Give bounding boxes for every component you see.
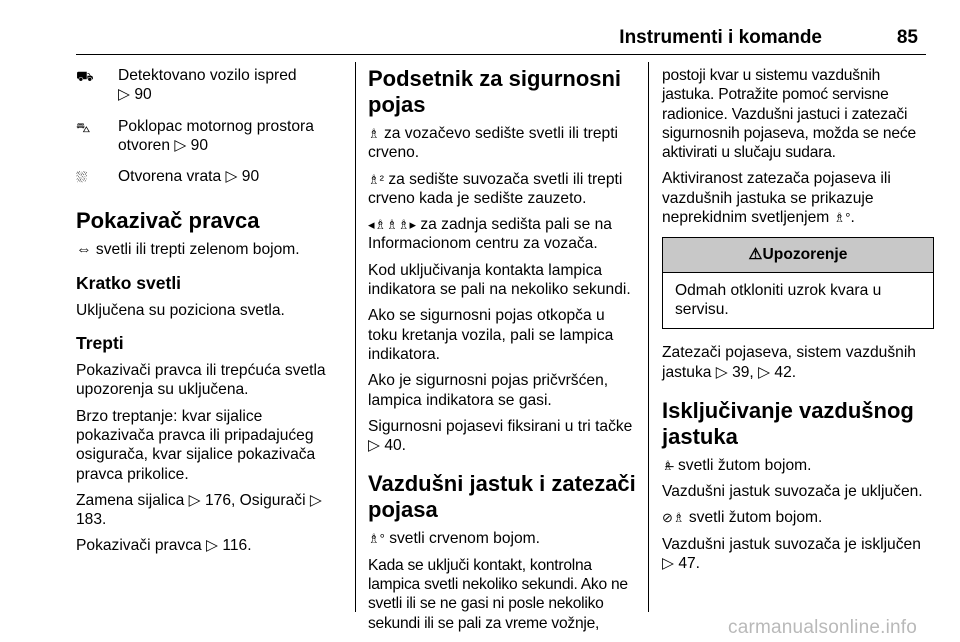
seatbelt-rear-icon: ◂♗♗♗▸ — [368, 217, 417, 233]
paragraph: Vazdušni jastuk suvozača je isključen ▷ 47. — [662, 535, 921, 573]
heading-airbag-off: Isključivanje vazdušnog jastuka — [662, 397, 914, 449]
column-1 — [76, 66, 344, 563]
heading-short: Kratko svetli — [76, 272, 182, 293]
paragraph: ♗ za vozačevo sedište svetli ili trepti crveno. — [368, 125, 618, 162]
paragraph: ⇔ svetli ili trepti zelenom bojom. — [76, 241, 300, 259]
warning-box — [662, 237, 934, 329]
paragraph: ◂♗♗♗▸ za zadnja sedišta pali se na Informacionom centru za vozača. — [368, 216, 612, 253]
paragraph: ♗² za sedište suvozača svetli ili trepti crveno kada je sedište zauzeto. — [368, 170, 623, 207]
column-divider — [648, 62, 649, 612]
seatbelt-passenger-icon: ♗² — [368, 171, 384, 187]
paragraph: Ako se sigurnosni pojas otkopča u toku kretanja vozila, pali se lampica indikatora. — [368, 307, 614, 363]
column-3 — [662, 66, 934, 580]
list-item: ⛍ Poklopac motornog prostora otvoren ▷ 90 — [76, 117, 314, 154]
paragraph: ♗̶ svetli žutom bojom. — [662, 456, 812, 474]
list-item: ⛟ Detektovano vozilo ispred ▷ 90 — [76, 67, 297, 104]
paragraph: Pokazivači pravca ili trepćuća svetla upozorenja su uključena. — [76, 362, 326, 399]
paragraph: Uključena su poziciona svetla. — [76, 301, 285, 319]
paragraph: Aktiviranost zatezača pojaseva ili vazdušnih jastuka se prikazuje neprekidnim svetljenjem ♗°. — [662, 170, 891, 227]
car-door-open-icon: ⛆ — [76, 169, 88, 186]
paragraph: postoji kvar u sistemu vazdušnih jastuka. Potražite pomoć servisne radionice. Vazdušni jastuci i zatezači sigurnosnih pojaseva, možda se neće aktivirati u slučaju sudara. — [662, 67, 916, 162]
list-item: ⛆ Otvorena vrata ▷ 90 — [76, 167, 344, 186]
paragraph: Brzo treptanje: kvar sijalice pokazivača pravca ili pripadajućeg osigurača, kvar sijalice pokazivača pravca prikolice. — [76, 407, 316, 483]
airbag-on-icon: ♗̶ — [662, 457, 674, 473]
turn-signal-icon: ⇔ — [76, 241, 92, 259]
heading-airbag: Vazdušni jastuk i zatezači pojasa — [368, 471, 636, 523]
paragraph: Ako je sigurnosni pojas pričvršćen, lampica indikatora se gasi. — [368, 372, 609, 409]
warning-header — [663, 238, 933, 272]
warning-title: Upozorenje — [762, 246, 848, 264]
paragraph: Kada se uključi kontakt, kontrolna lampica svetli nekoliko sekundi. Ako ne svetli ili se ne gasi ni posle nekoliko sekundi ili se pali za vreme vožnje, — [368, 556, 628, 632]
watermark: carmanualsonline.info — [728, 617, 918, 638]
airbag-icon: ♗° — [368, 531, 385, 547]
airbag-icon: ♗° — [833, 210, 851, 226]
warning-icon: ⚠ — [748, 246, 763, 264]
paragraph: Zamena sijalica ▷ 176, Osigurači ▷ 183. — [76, 491, 322, 529]
heading-turn-signal: Pokazivač pravca — [76, 208, 260, 234]
paragraph: Sigurnosni pojasevi fiksirani u tri tačke ▷ 40. — [368, 417, 633, 455]
seatbelt-icon: ♗ — [368, 126, 380, 141]
paragraph: Pokazivači pravca ▷ 116. — [76, 537, 252, 555]
paragraph: ♗° svetli crvenom bojom. — [368, 530, 540, 548]
page-header — [76, 24, 926, 55]
paragraph: Vazdušni jastuk suvozača je uključen. — [662, 483, 923, 501]
airbag-off-icon: ⊘♗ — [662, 510, 685, 526]
column-divider — [355, 62, 356, 612]
page-number: 85 — [896, 27, 918, 48]
paragraph: ⊘♗ svetli žutom bojom. — [662, 509, 823, 527]
heading-blink: Trepti — [76, 333, 124, 354]
page-title: Instrumenti i komande — [619, 27, 822, 48]
paragraph: Kod uključivanja kontakta lampica indikatora se pali na nekoliko sekundi. — [368, 261, 631, 299]
car-hood-open-icon: ⛍ — [76, 118, 91, 135]
column-2 — [368, 66, 636, 640]
heading-seatbelt: Podsetnik za sigurnosni pojas — [368, 66, 622, 117]
car-front-icon: ⛟ — [76, 68, 94, 84]
paragraph: Zatezači pojaseva, sistem vazdušnih jastuka ▷ 39, ▷ 42. — [662, 344, 916, 381]
warning-text: Odmah otkloniti uzrok kvara u servisu. — [675, 281, 882, 318]
